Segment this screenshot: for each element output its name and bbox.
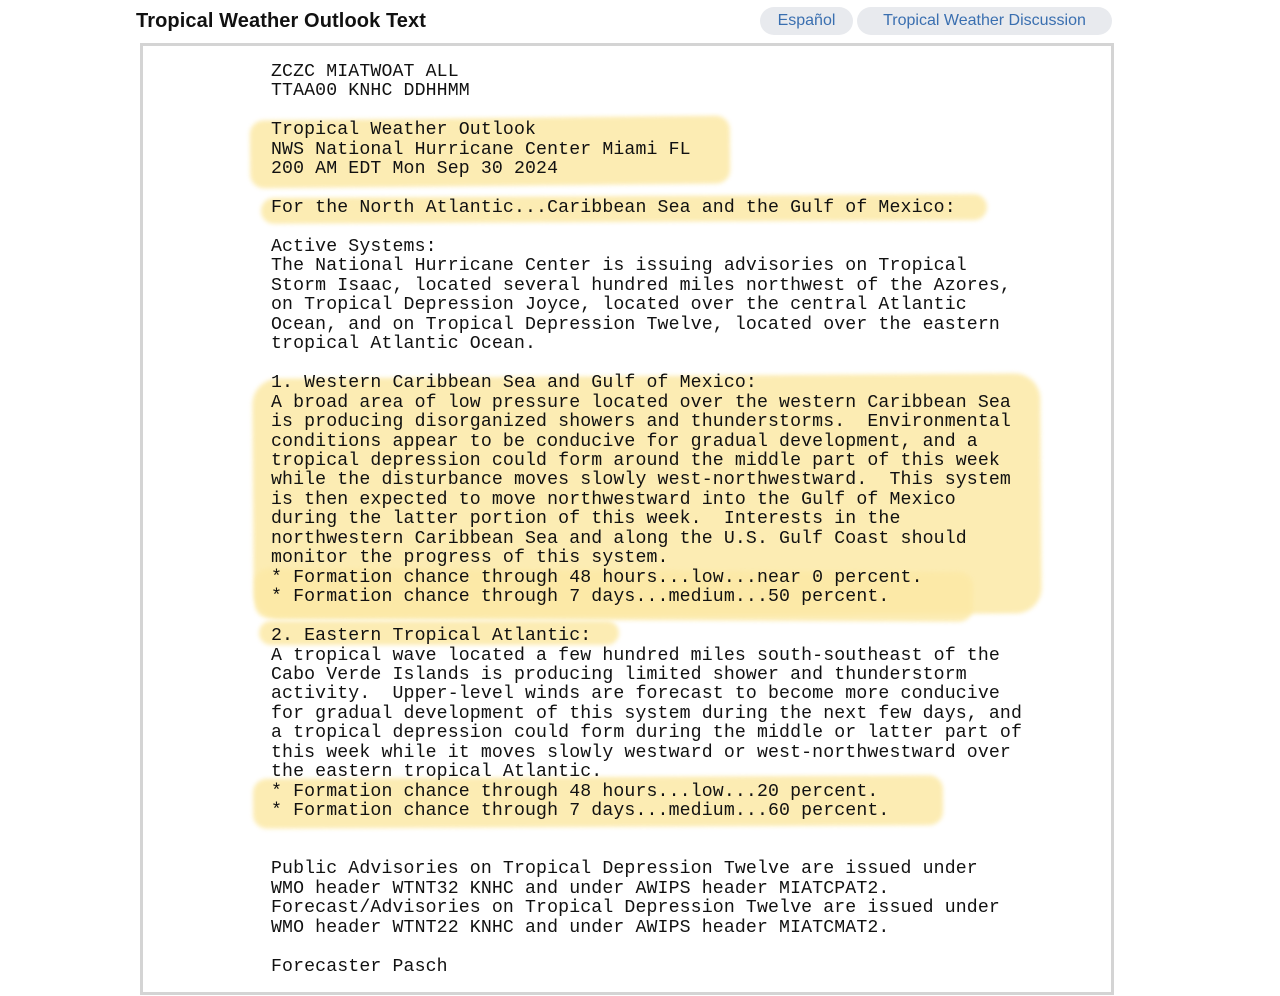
bulletin-line: WMO header WTNT32 KNHC and under AWIPS header MIATCPAT2. — [271, 878, 890, 899]
bulletin-line — [271, 841, 1022, 860]
bulletin-line: Active Systems: — [271, 237, 437, 258]
bulletin-line: activity. Upper-level winds are forecast to become more conducive — [271, 684, 1000, 705]
bulletin-line: northwestern Caribbean Sea and along the U.S. Gulf Coast should — [271, 528, 967, 549]
bulletin-line — [271, 822, 1022, 841]
bulletin-line: For the North Atlantic...Caribbean Sea and the Gulf of Mexico: — [271, 198, 956, 219]
bulletin-line: is then expected to move northwestward into the Gulf of Mexico — [271, 489, 956, 510]
bulletin-line: Ocean, and on Tropical Depression Twelve, located over the eastern — [271, 314, 1000, 335]
bulletin-line: ZCZC MIATWOAT ALL — [271, 62, 459, 82]
bulletin-line: the eastern tropical Atlantic. — [271, 762, 603, 783]
bulletin-line: 1. Western Caribbean Sea and Gulf of Mexico: — [271, 373, 757, 394]
bulletin-line: Tropical Weather Outlook — [271, 120, 537, 141]
bulletin-line: a tropical depression could form during the middle or latter part of — [271, 723, 1023, 744]
bulletin-line — [271, 219, 1022, 238]
bulletin-line: 2. Eastern Tropical Atlantic: — [271, 626, 592, 647]
bulletin-line: * Formation chance through 7 days...medium...50 percent. — [271, 587, 890, 608]
bulletin-line: Forecaster Pasch — [271, 956, 448, 977]
bulletin-line: Storm Isaac, located several hundred miles northwest of the Azores, — [271, 275, 1011, 296]
bulletin-line: * Formation chance through 48 hours...low...near 0 percent. — [271, 567, 923, 588]
bulletin-line: * Formation chance through 7 days...medium...60 percent. — [271, 801, 890, 822]
outlook-text-frame[interactable] — [140, 43, 1114, 995]
bulletin-line: 200 AM EDT Mon Sep 30 2024 — [271, 159, 559, 180]
bulletin-line: WMO header WTNT22 KNHC and under AWIPS header MIATCMAT2. — [271, 917, 890, 938]
bulletin-line: Forecast/Advisories on Tropical Depression Twelve are issued under — [271, 898, 1000, 919]
bulletin-line: is producing disorganized showers and thunderstorms. Environmental — [271, 412, 1011, 433]
tropical-weather-discussion-link-button[interactable]: Tropical Weather Discussion — [857, 7, 1112, 35]
bulletin-line: on Tropical Depression Joyce, located over the central Atlantic — [271, 295, 967, 316]
bulletin-line: monitor the progress of this system. — [271, 548, 669, 569]
bulletin-line: * Formation chance through 48 hours...low...20 percent. — [271, 781, 879, 802]
bulletin-line: for gradual development of this system during the next few days, and — [271, 703, 1023, 724]
outlook-bulletin-text — [271, 63, 1022, 977]
bulletin-line: A broad area of low pressure located over the western Caribbean Sea — [271, 392, 1011, 413]
bulletin-line: conditions appear to be conducive for gradual development, and a — [271, 431, 978, 452]
bulletin-line: A tropical wave located a few hundred miles south-southeast of the — [271, 645, 1000, 666]
page-title: Tropical Weather Outlook Text — [136, 10, 426, 32]
bulletin-line — [271, 608, 1022, 627]
bulletin-line: Public Advisories on Tropical Depression Twelve are issued under — [271, 859, 978, 880]
bulletin-line: while the disturbance moves slowly west-northwestward. This system — [271, 470, 1011, 491]
bulletin-line: tropical Atlantic Ocean. — [271, 334, 537, 355]
spanish-link-button[interactable]: Español — [760, 7, 853, 35]
bulletin-line: Cabo Verde Islands is producing limited shower and thunderstorm — [271, 664, 967, 685]
bulletin-line — [271, 102, 1022, 121]
bulletin-line — [271, 180, 1022, 199]
bulletin-line: TTAA00 KNHC DDHHMM — [271, 81, 470, 102]
bulletin-line — [271, 355, 1022, 374]
bulletin-line: this week while it moves slowly westward or west-northwestward over — [271, 742, 1011, 763]
bulletin-line: during the latter portion of this week. Interests in the — [271, 509, 901, 530]
bulletin-line: The National Hurricane Center is issuing advisories on Tropical — [271, 256, 967, 277]
bulletin-line — [271, 938, 1022, 957]
bulletin-line: tropical depression could form around the middle part of this week — [271, 451, 1000, 471]
bulletin-line: NWS National Hurricane Center Miami FL — [271, 139, 691, 160]
